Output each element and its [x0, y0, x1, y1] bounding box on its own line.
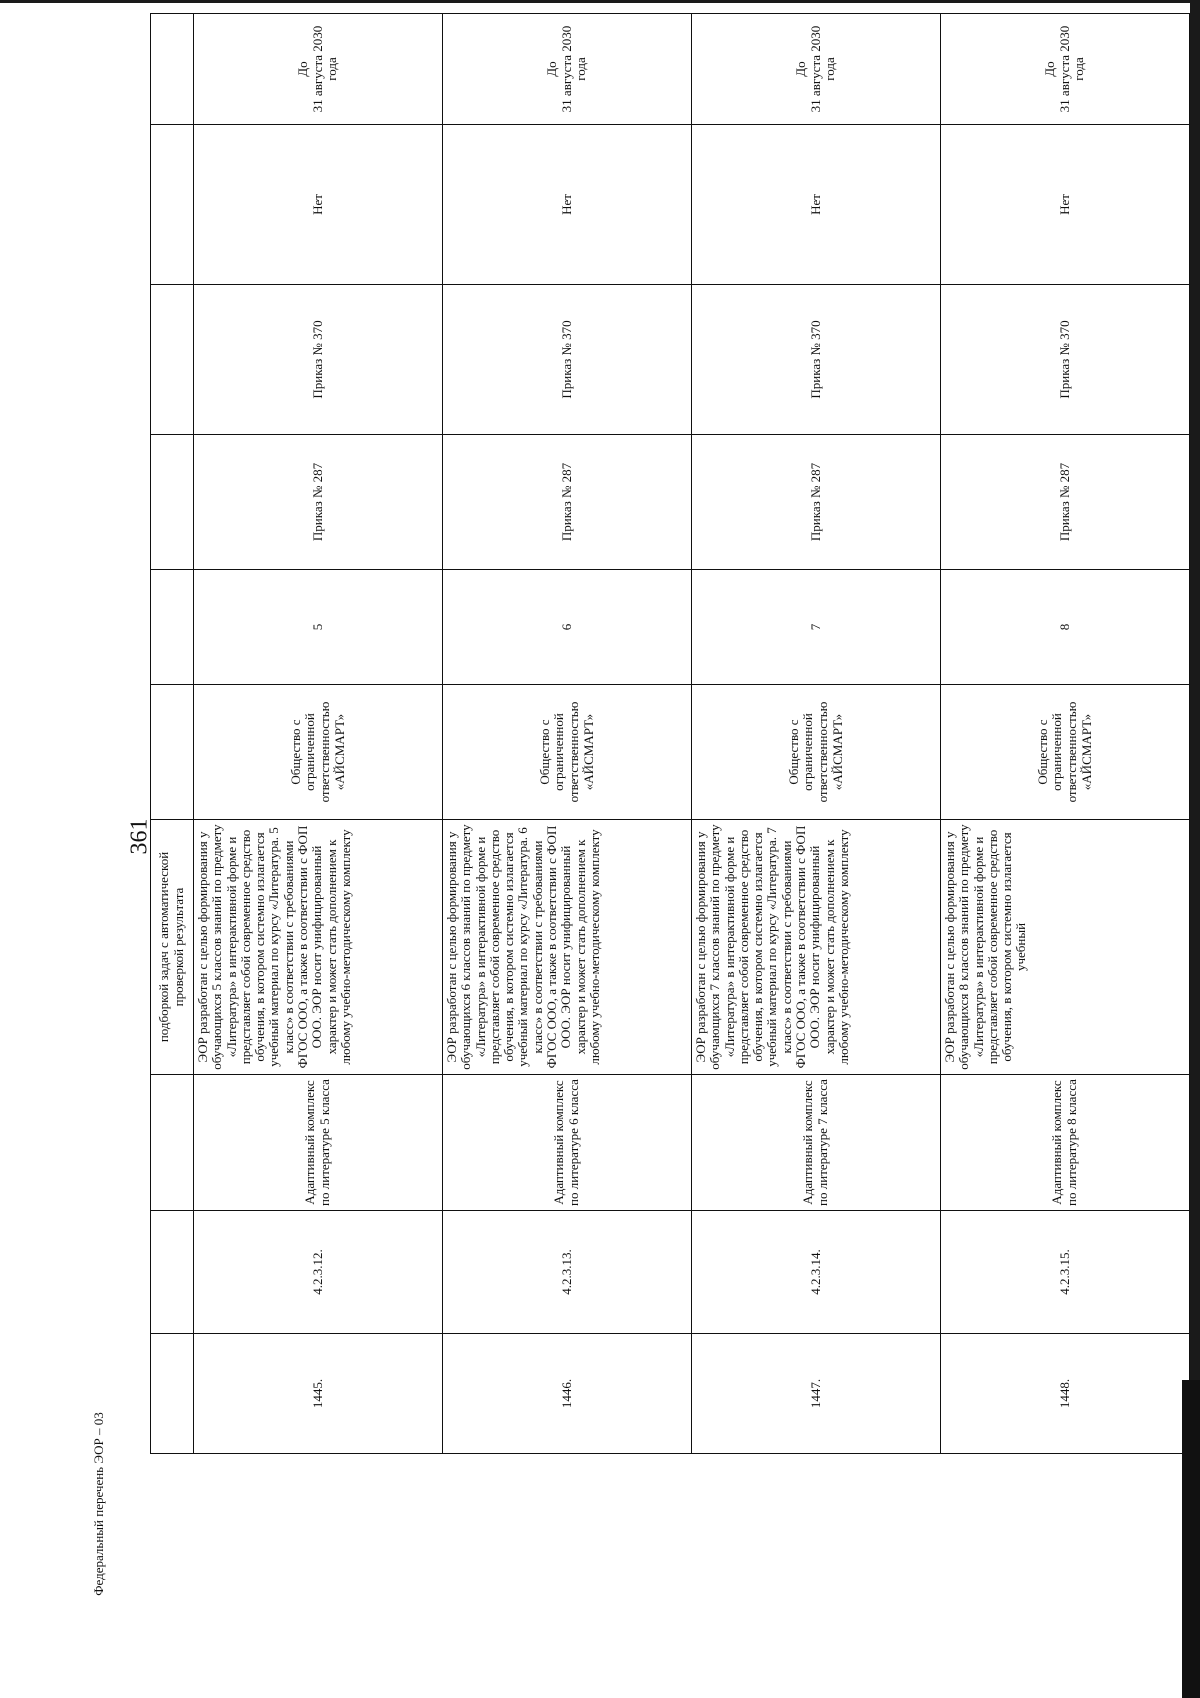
- strip-cell-grade: [151, 570, 194, 685]
- row-code: 4.2.3.15.: [941, 1211, 1190, 1334]
- strip-cell-order2: [151, 285, 194, 435]
- row-name: Адаптивный комплекс по литературе 6 класса: [443, 1075, 692, 1211]
- row-organization: Общество с ограниченной ответственностью «АЙСМАРТ»: [692, 685, 941, 820]
- deadline-line-1: До: [1041, 61, 1057, 77]
- row-code: 4.2.3.12.: [194, 1211, 443, 1334]
- row-order-1: Приказ № 287: [692, 435, 941, 570]
- deadline-line-2: 31 августа 2030 года: [558, 25, 589, 113]
- rotated-sheet: [150, 25, 1094, 1454]
- strip-cell-deadline: [151, 14, 194, 125]
- row-flag: Нет: [443, 125, 692, 285]
- row-number: 1447.: [692, 1334, 941, 1454]
- table-row: [941, 14, 1190, 1454]
- strip-cell-name: [151, 1075, 194, 1211]
- row-description: ЭОР разработан с целью формирования у обучающихся 8 классов знаний по предмету «Литература» в интерактивной форме и представляет собой современное средство обучения, в котором системно излагается учебный: [941, 820, 1190, 1075]
- row-number: 1445.: [194, 1334, 443, 1454]
- header-continuation-row: [151, 14, 194, 1454]
- row-order-1: Приказ № 287: [941, 435, 1190, 570]
- row-deadline: [194, 14, 443, 125]
- footer-text: Федеральный перечень ЭОР – 03: [91, 1412, 106, 1596]
- deadline-line-1: До: [792, 61, 808, 77]
- table-row: [443, 14, 692, 1454]
- row-name: Адаптивный комплекс по литературе 5 класса: [194, 1075, 443, 1211]
- strip-cell-flag: [151, 125, 194, 285]
- row-name: Адаптивный комплекс по литературе 8 класса: [941, 1075, 1190, 1211]
- row-grade: 7: [692, 570, 941, 685]
- row-description: ЭОР разработан с целью формирования у обучающихся 6 классов знаний по предмету «Литература» в интерактивной форме и представляет собой современное средство обучения, в котором системно излагается учебный материал по курсу «Литература. 6 класс» в соответствии с требованиями ФГОС ООО, а также в соответствии с ФОП ООО. ЭОР носит унифицированный характер и может стать дополнением к любому учебно-методическому комплекту: [443, 820, 692, 1075]
- row-organization: Общество с ограниченной ответственностью «АЙСМАРТ»: [941, 685, 1190, 820]
- row-number: 1446.: [443, 1334, 692, 1454]
- table-row: [194, 14, 443, 1454]
- row-order-2: Приказ № 370: [692, 285, 941, 435]
- page-number: 361: [126, 818, 153, 855]
- strip-cell-order1: [151, 435, 194, 570]
- row-deadline: [941, 14, 1190, 125]
- deadline-line-1: До: [294, 61, 310, 77]
- row-grade: 5: [194, 570, 443, 685]
- resource-table: [150, 13, 1190, 1454]
- deadline-line-2: 31 августа 2030 года: [309, 25, 340, 113]
- row-flag: Нет: [194, 125, 443, 285]
- row-order-1: Приказ № 287: [443, 435, 692, 570]
- row-order-1: Приказ № 287: [194, 435, 443, 570]
- row-order-2: Приказ № 370: [194, 285, 443, 435]
- footer: [90, 1412, 108, 1596]
- deadline-line-2: 31 августа 2030 года: [807, 25, 838, 113]
- row-grade: 6: [443, 570, 692, 685]
- row-description: ЭОР разработан с целью формирования у обучающихся 7 классов знаний по предмету «Литература» в интерактивной форме и представляет собой современное средство обучения, в котором системно излагается учебный материал по курсу «Литература. 7 класс» в соответствии с требованиями ФГОС ООО, а также в соответствии с ФОП ООО. ЭОР носит унифицированный характер и может стать дополнением к любому учебно-методическому комплекту: [692, 820, 941, 1075]
- row-flag: Нет: [692, 125, 941, 285]
- row-number: 1448.: [941, 1334, 1190, 1454]
- deadline-line-1: До: [543, 61, 559, 77]
- row-code: 4.2.3.13.: [443, 1211, 692, 1334]
- strip-cell-org: [151, 685, 194, 820]
- rotated-table-wrapper: [150, 25, 1094, 1454]
- scan-border-top: [0, 0, 1200, 3]
- row-order-2: Приказ № 370: [941, 285, 1190, 435]
- table-row: [692, 14, 941, 1454]
- row-order-2: Приказ № 370: [443, 285, 692, 435]
- deadline-line-2: 31 августа 2030 года: [1056, 25, 1087, 113]
- row-flag: Нет: [941, 125, 1190, 285]
- row-code: 4.2.3.14.: [692, 1211, 941, 1334]
- description-continuation: подборкой задач с автоматической проверкой результата: [151, 820, 194, 1075]
- strip-cell-code: [151, 1211, 194, 1334]
- row-name: Адаптивный комплекс по литературе 7 класса: [692, 1075, 941, 1211]
- row-deadline: [692, 14, 941, 125]
- row-organization: Общество с ограниченной ответственностью «АЙСМАРТ»: [443, 685, 692, 820]
- row-deadline: [443, 14, 692, 125]
- strip-cell-num: [151, 1334, 194, 1454]
- row-description: ЭОР разработан с целью формирования у обучающихся 5 классов знаний по предмету «Литература» в интерактивной форме и представляет собой современное средство обучения, в котором системно излагается учебный материал по курсу «Литература. 5 класс» в соответствии с требованиями ФГОС ООО, а также в соответствии с ФОП ООО. ЭОР носит унифицированный характер и может стать дополнением к любому учебно-методическому комплекту: [194, 820, 443, 1075]
- row-grade: 8: [941, 570, 1190, 685]
- row-organization: Общество с ограниченной ответственностью «АЙСМАРТ»: [194, 685, 443, 820]
